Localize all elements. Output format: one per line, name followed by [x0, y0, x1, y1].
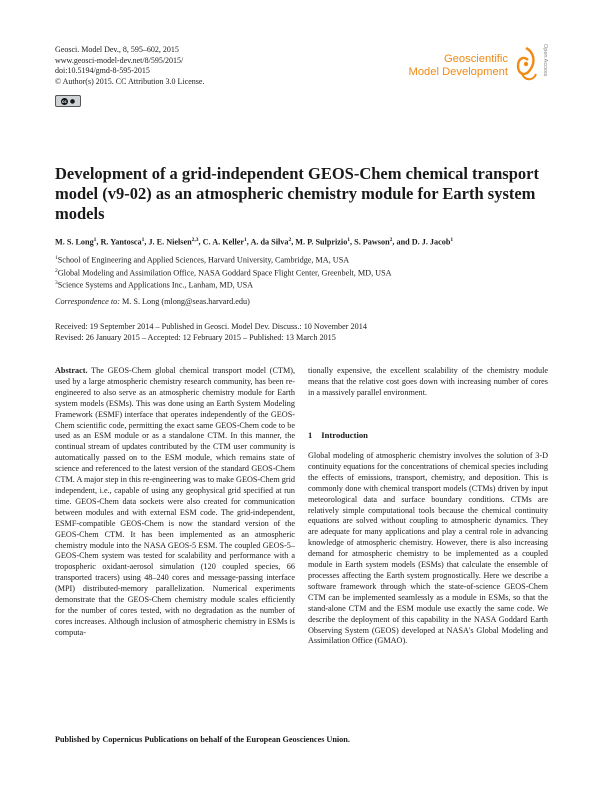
abstract-continuation: tionally expensive, the excellent scalability of the chemistry module means that the relative cost goes down with increasing number of cores in a massively parallel environment. — [308, 366, 548, 397]
cc-license-badge[interactable] — [55, 95, 81, 107]
affiliation-text: Global Modeling and Assimilation Office, NASA Goddard Space Flight Center, Greenbelt, MD, USA — [57, 268, 392, 278]
dates-line2: Revised: 26 January 2015 – Accepted: 12 February 2015 – Published: 13 March 2015 — [55, 333, 336, 342]
affiliation-number: 3 — [55, 280, 58, 287]
author-affiliation-marker: 2 — [389, 237, 393, 243]
affiliation-item — [55, 278, 392, 291]
author-affiliation-marker: 2 — [288, 237, 292, 243]
affiliation-text: School of Engineering and Applied Sciences, Harvard University, Cambridge, MA, USA — [57, 255, 350, 265]
article-url[interactable]: www.geosci-model-dev.net/8/595/2015/ — [55, 55, 184, 65]
correspondence-text[interactable]: M. S. Long (mlong@seas.harvard.edu) — [122, 297, 250, 306]
open-access-label — [540, 44, 550, 86]
abstract-label: Abstract. — [55, 366, 88, 375]
author-list — [55, 237, 555, 247]
author-name: M. P. Sulprizio — [295, 237, 348, 247]
journal-logo-icon — [512, 44, 540, 86]
author-name: S. Pawson — [354, 237, 390, 247]
section-number: 1 — [308, 430, 313, 440]
author-name: A. da Silva — [250, 237, 289, 247]
journal-name-line2: Model Development — [408, 66, 508, 78]
author-affiliation-marker: 1 — [347, 237, 351, 243]
author-separator: , — [96, 237, 101, 247]
author-separator: , — [198, 237, 203, 247]
correspondence-label: Correspondence to: — [55, 297, 120, 306]
dates-line1: Received: 19 September 2014 – Published in Geosci. Model Dev. Discuss.: 10 November 2014 — [55, 322, 367, 331]
copyright: © Author(s) 2015. CC Attribution 3.0 License. — [55, 76, 205, 86]
section-title: Introduction — [321, 430, 368, 440]
affiliation-number: 2 — [55, 267, 58, 274]
citation: Geosci. Model Dev., 8, 595–602, 2015 — [55, 45, 179, 54]
author-name: J. E. Nielsen — [148, 237, 192, 247]
author-name: C. A. Keller — [202, 237, 245, 247]
journal-name-line1: Geoscientific — [443, 53, 508, 65]
abstract-text: The GEOS-Chem global chemical transport model (CTM), used by a large atmospheric chemistry research community, has been re-engineered to also serve as an atmospheric chemistry module for Earth system models (ESMs). This was done using an Earth System Modeling Framework (ESMF) interface that operates independently of the GEOS-Chem scientific code, permitting the exact same GEOS-Chem code to be used as an ESM module or as a standalone CTM. In this manner, the continual stream of updates contributed by the CTM user community is automatically passed on to the ESM module, which remains state of science and referenced to the latest version of the standard GEOS-Chem CTM. A major step in this re-engineering was to make GEOS-Chem grid independent, i.e., capable of using any geophysical grid specified at run time. GEOS-Chem data sockets were also created for communication between modules and with external ESM code. The grid-independent, ESMF-compatible GEOS-Chem is now the standard version of the GEOS-Chem CTM. It has been implemented as an atmospheric chemistry module into the NASA GEOS-5 ESM. The coupled GEOS-5–GEOS-Chem system was tested for scalability and performance with a tropospheric oxidant-aerosol simulation (120 coupled species, 66 transported tracers) using 48–240 cores and message-passing interface (MPI) distributed-memory parallelization. Numerical experiments demonstrate that the GEOS-Chem chemistry module scales efficiently for the number of cores tested, with no degradation as the number of cores increases. Although inclusion of atmospheric chemistry in ESMs is computa- — [55, 366, 295, 637]
affiliation-number: 1 — [55, 255, 58, 261]
author-affiliation-marker: 1 — [244, 237, 247, 243]
introduction-text: Global modeling of atmospheric chemistry involves the solution of 3-D continuity equations for the concentrations of chemical species including the effects of emissions, transport, chemistry, and deposition. This is commonly done with chemical transport models (CTMs) driven by input meteorological data and surface boundary conditions. CTMs are relatively simple computational tools because the chemical continuity equations are solved without coupling to atmospheric dynamics. They are adequate for many applications and play a central role in advancing knowledge of atmospheric chemistry. However, there is also increasing demand for atmospheric chemistry to be implemented as a coupled module in Earth system models (ESMs) that calculate the ensemble of processes affecting the Earth system prognostically. Here we describe a software framework through which the state-of-science GEOS-Chem CTM can be implemented seamlessly as a module in ESMs, so that the stand-alone CTM and the ESM module use exactly the same code. We describe the deployment of this capability in the NASA Goddard Earth Observing System (GEOS) developed at NASA's Global Modeling and Assimilation Office (GMAO). — [308, 451, 548, 646]
author-name: M. S. Long — [55, 237, 94, 247]
article-metadata — [55, 45, 204, 87]
author-name: D. J. Jacob — [411, 237, 451, 247]
by-icon: ● — [69, 97, 76, 105]
affiliation-text: Science Systems and Applications Inc., Lanham, MD, USA — [57, 281, 254, 291]
author-separator: , — [246, 237, 251, 247]
author-affiliation-marker: 2,3 — [191, 237, 199, 243]
affiliations — [55, 253, 392, 291]
author-name: R. Yantosca — [100, 237, 142, 247]
author-separator: , — [144, 237, 149, 247]
author-separator: , — [350, 237, 355, 247]
correspondence — [55, 297, 250, 306]
abstract — [55, 366, 295, 639]
doi[interactable]: doi:10.5194/gmd-8-595-2015 — [55, 66, 150, 76]
author-affiliation-marker: 1 — [93, 237, 97, 243]
open-access-text: Open Access — [542, 44, 548, 77]
paper-title: Development of a grid-independent GEOS-Chem chemical transport model (v9-02) as an atmospheric chemistry module for Earth system models — [55, 164, 539, 223]
author-affiliation-marker: 1 — [450, 237, 454, 243]
cc-icon: cc — [62, 98, 67, 104]
author-separator: , and — [392, 237, 412, 247]
author-affiliation-marker: 1 — [141, 237, 145, 243]
publisher-footer: Published by Copernicus Publications on behalf of the European Geosciences Union. — [55, 735, 350, 744]
journal-name — [366, 53, 508, 79]
section-heading-introduction — [308, 430, 368, 440]
affiliation-item — [55, 266, 392, 279]
author-separator: , — [291, 237, 296, 247]
publication-dates — [55, 321, 367, 343]
affiliation-item — [55, 253, 392, 266]
